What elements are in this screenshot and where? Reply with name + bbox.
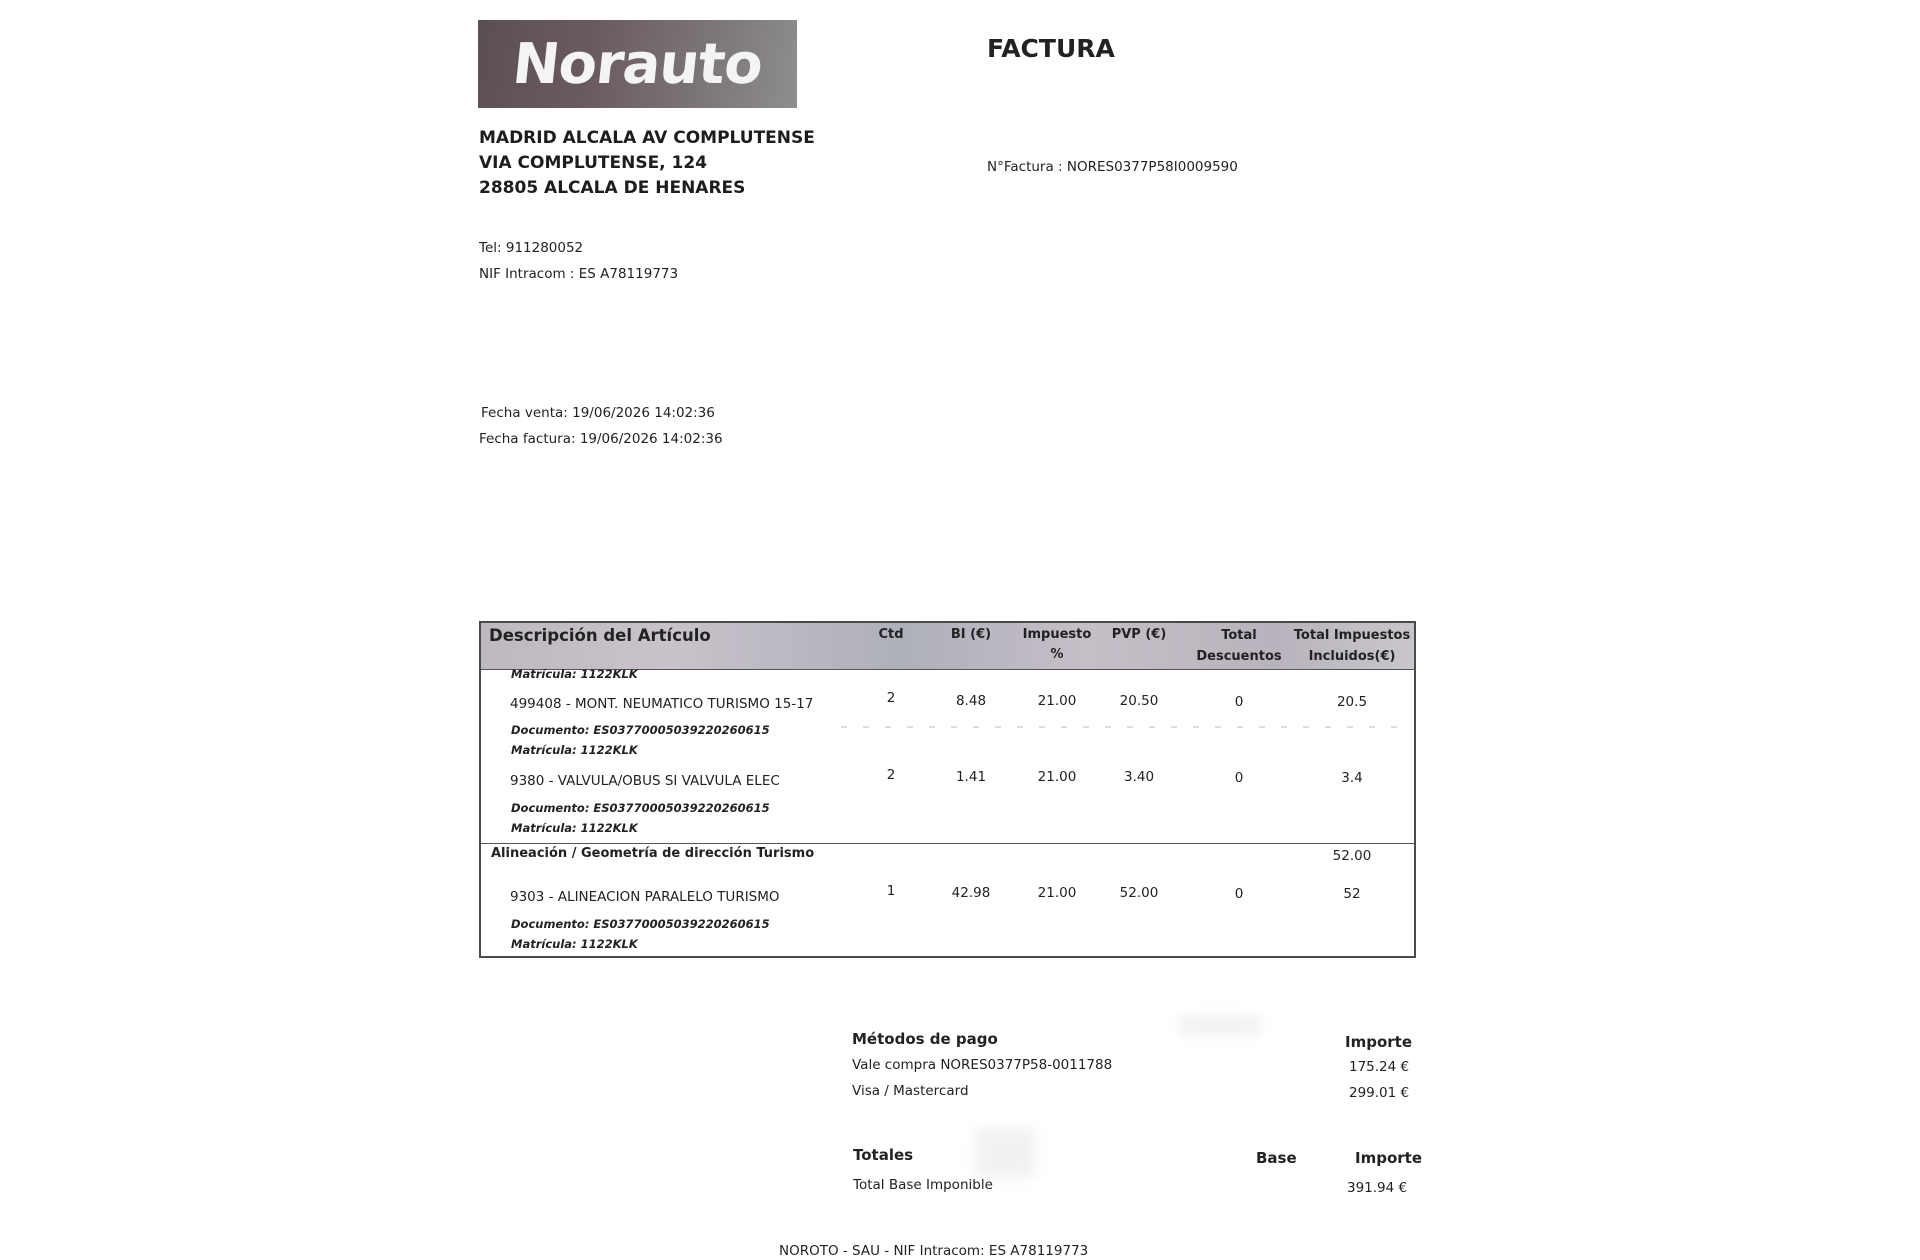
document-title: FACTURA bbox=[987, 34, 1115, 63]
col-tax-line2: % bbox=[1050, 647, 1064, 662]
row-3-discount: 0 bbox=[1234, 886, 1244, 902]
norauto-logo bbox=[478, 20, 797, 108]
store-phone: Tel: 911280052 bbox=[479, 240, 584, 256]
address-line-1: MADRID ALCALA AV COMPLUTENSE bbox=[479, 128, 815, 148]
section-divider bbox=[481, 843, 1414, 844]
col-discounts-line1: Total bbox=[1221, 628, 1257, 643]
address-line-2: VIA COMPLUTENSE, 124 bbox=[479, 153, 708, 173]
row-1-description: 499408 - MONT. NEUMATICO TURISMO 15-17 bbox=[510, 696, 814, 712]
row-3-pvp: 52.00 bbox=[1119, 885, 1159, 901]
row-2-bi: 1.41 bbox=[955, 769, 987, 785]
plate-label: Matrícula: 1122KLK bbox=[511, 667, 638, 681]
scan-artifact bbox=[841, 726, 1401, 728]
row-3-tax: 21.00 bbox=[1037, 885, 1077, 901]
payment-amount-header: Importe bbox=[1345, 1033, 1412, 1051]
total-base-amount: 391.94 € bbox=[1347, 1180, 1408, 1196]
col-tax-line1: Impuesto bbox=[1022, 627, 1092, 642]
scan-smudge bbox=[975, 1128, 1035, 1178]
payment-methods-title: Métodos de pago bbox=[852, 1030, 998, 1048]
totals-base-header: Base bbox=[1256, 1149, 1297, 1167]
row-3-bi: 42.98 bbox=[951, 885, 991, 901]
row-3-description: 9303 - ALINEACION PARALELO TURISMO bbox=[510, 889, 780, 905]
col-description: Descripción del Artículo bbox=[489, 626, 711, 645]
row-2-total: 3.4 bbox=[1341, 770, 1363, 786]
row-3-plate: Matrícula: 1122KLK bbox=[511, 937, 638, 951]
row-1-qty: 2 bbox=[886, 690, 896, 706]
brand-name: Norauto bbox=[509, 31, 766, 97]
row-1-pvp: 20.50 bbox=[1119, 693, 1159, 709]
payment-method-2-label: Visa / Mastercard bbox=[852, 1083, 969, 1099]
row-1-discount: 0 bbox=[1234, 694, 1244, 710]
row-1-total: 20.5 bbox=[1336, 694, 1368, 710]
col-discounts-line2: Descuentos bbox=[1196, 649, 1282, 664]
row-1-document: Documento: ES0377000503922026061​5 bbox=[511, 723, 770, 737]
sale-date: Fecha venta: 19/06/2026 14:02:36 bbox=[481, 405, 715, 421]
row-1-bi: 8.48 bbox=[955, 693, 987, 709]
row-3-total: 52 bbox=[1343, 886, 1361, 902]
store-nif: NIF Intracom : ES A78119773 bbox=[479, 266, 679, 282]
payment-method-2-amount: 299.01 € bbox=[1349, 1085, 1410, 1101]
row-2-pvp: 3.40 bbox=[1123, 769, 1155, 785]
row-3-qty: 1 bbox=[886, 883, 896, 899]
total-base-label: Total Base Imponible bbox=[853, 1177, 993, 1193]
row-2-tax: 21.00 bbox=[1037, 769, 1077, 785]
row-2-qty: 2 bbox=[886, 767, 896, 783]
totals-amount-header: Importe bbox=[1355, 1149, 1422, 1167]
row-2-discount: 0 bbox=[1234, 770, 1244, 786]
section-title: Alineación / Geometría de dirección Turismo bbox=[491, 846, 815, 861]
col-total-line2: Incluidos(€) bbox=[1308, 649, 1396, 664]
row-3-document: Documento: ES03770005039220260615 bbox=[511, 917, 770, 931]
address-line-3: 28805 ALCALA DE HENARES bbox=[479, 178, 746, 198]
col-qty: Ctd bbox=[878, 627, 904, 642]
payment-method-1-label: Vale compra NORES0377P58-0011788 bbox=[852, 1057, 1113, 1073]
row-1-plate: Matrícula: 1122KLK bbox=[511, 743, 638, 757]
col-pvp: PVP (€) bbox=[1111, 627, 1167, 642]
row-2-plate: Matrícula: 1122KLK bbox=[511, 821, 638, 835]
row-1-tax: 21.00 bbox=[1037, 693, 1077, 709]
scan-smudge bbox=[1180, 1015, 1260, 1035]
footer-legal: NOROTO - SAU - NIF Intracom: ES A78119773 bbox=[779, 1243, 1089, 1259]
table-header bbox=[481, 623, 1414, 670]
row-2-description: 9380 - VALVULA/OBUS SI VALVULA ELEC bbox=[510, 773, 780, 789]
col-bi: BI (€) bbox=[950, 627, 992, 642]
invoice-date: Fecha factura: 19/06/2026 14:02:36 bbox=[479, 431, 723, 447]
section-subtotal: 52.00 bbox=[1332, 848, 1372, 864]
row-2-document: Documento: ES03770005039220260615 bbox=[511, 801, 770, 815]
col-total-line1: Total Impuestos bbox=[1293, 628, 1411, 643]
invoice-number: N°Factura : NORES0377P58I0009590 bbox=[987, 159, 1238, 175]
payment-method-1-amount: 175.24 € bbox=[1349, 1059, 1410, 1075]
totals-title: Totales bbox=[853, 1146, 914, 1164]
items-table bbox=[479, 621, 1416, 958]
